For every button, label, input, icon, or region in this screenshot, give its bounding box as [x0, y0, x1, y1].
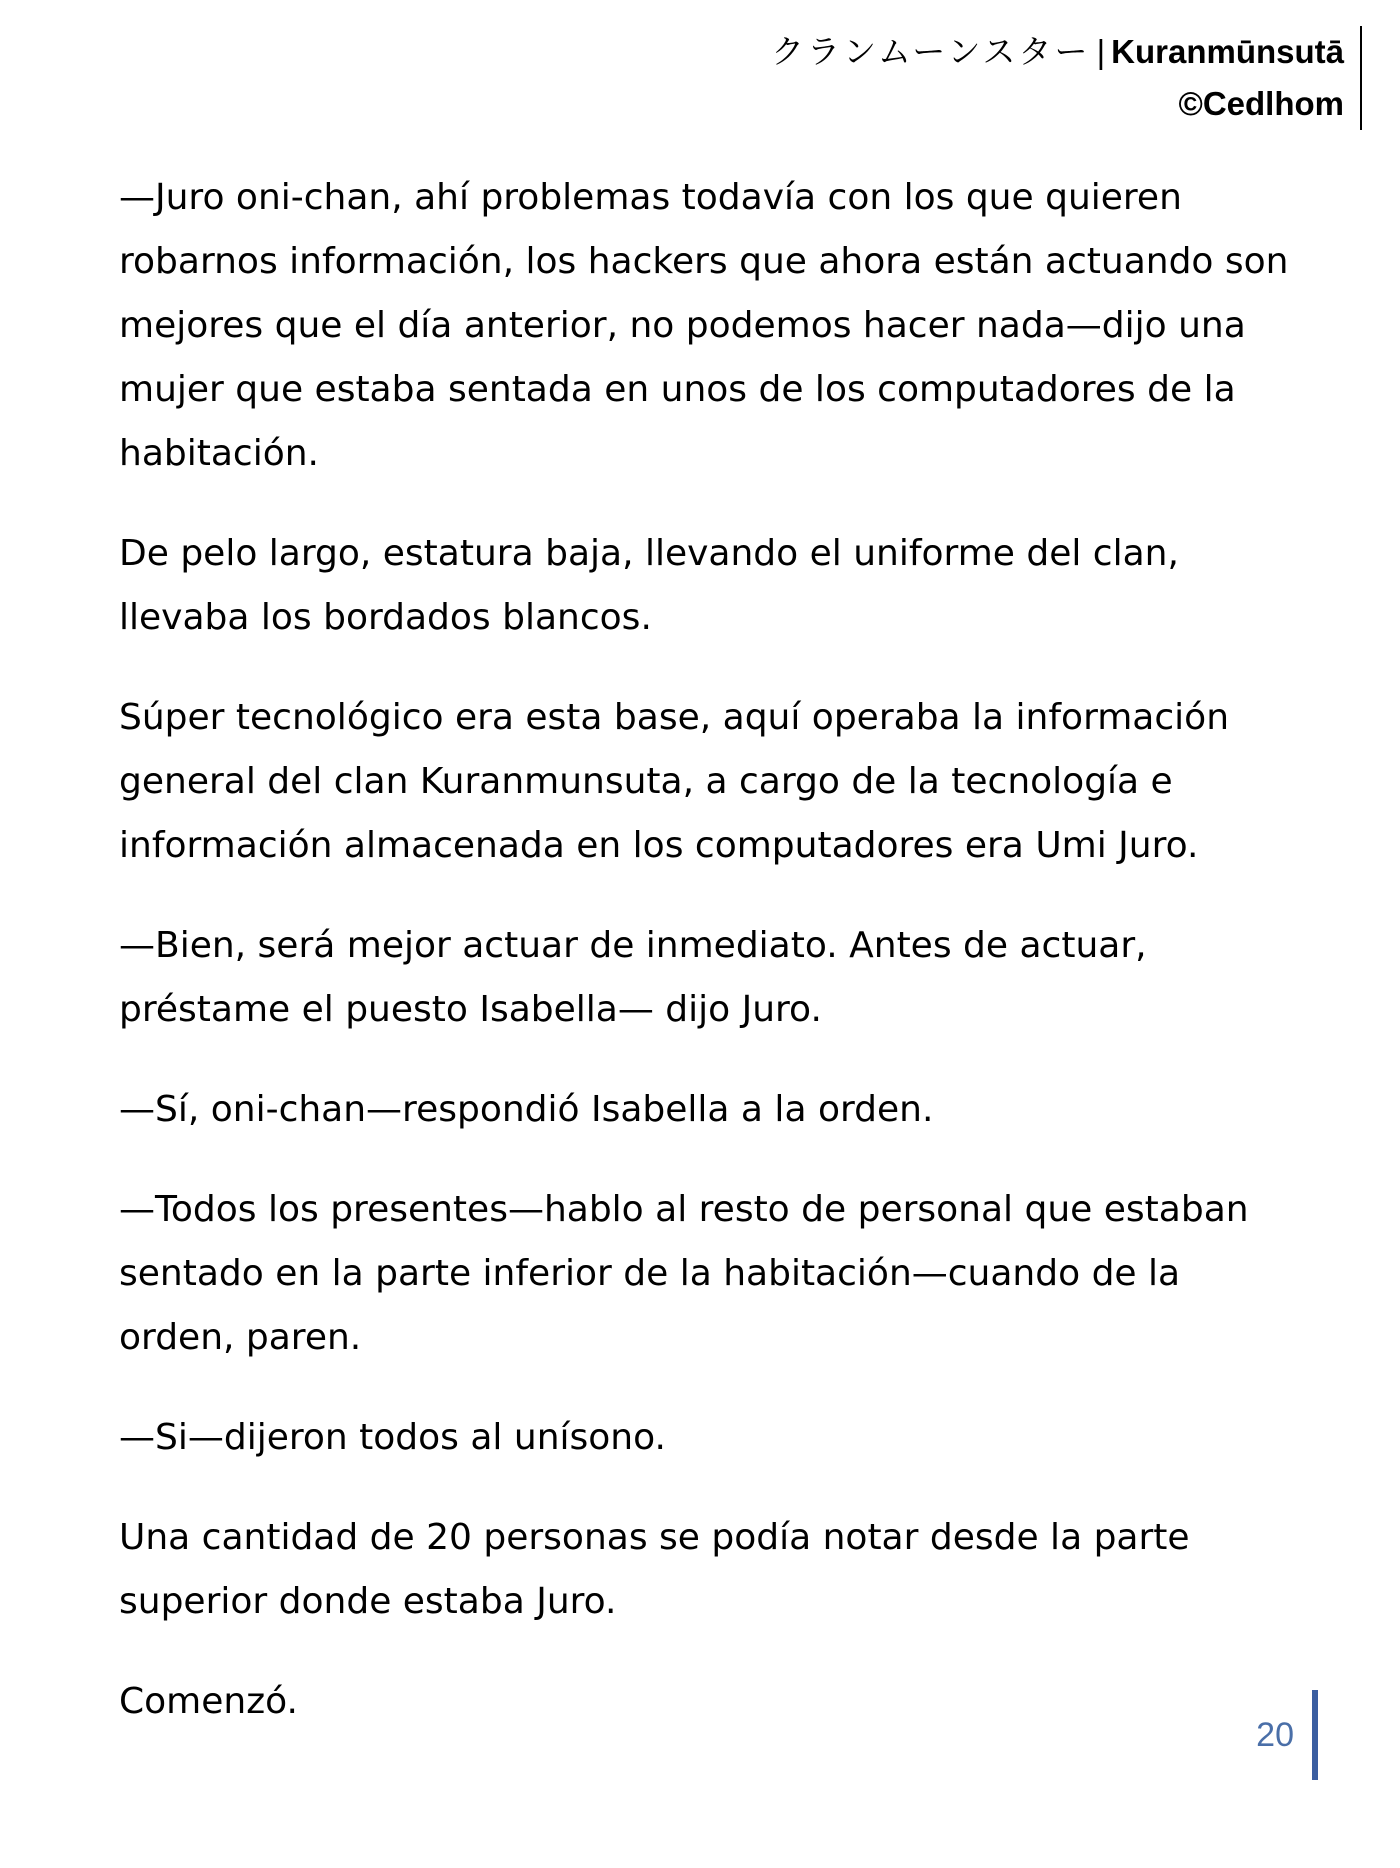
page-footer — [1256, 1690, 1318, 1780]
paragraph-8: Una cantidad de 20 personas se podía notar desde la parte superior donde estaba Juro. — [119, 1517, 1190, 1622]
page-body — [119, 166, 1289, 1770]
paragraph-5: —Sí, oni-chan—respondió Isabella a la orden. — [119, 1089, 934, 1130]
header-copyright-line — [771, 78, 1344, 130]
paragraph-3: Súper tecnológico era esta base, aquí operaba la información general del clan Kuranmunsuta, a cargo de la tecnología e información almacenada en los computadores era Umi Juro. — [119, 697, 1230, 866]
paragraph-9: Comenzó. — [119, 1681, 298, 1722]
header-copyright: ©Cedlhom — [1178, 85, 1344, 122]
header-separator: | — [1096, 33, 1106, 70]
header-japanese-title: クランムーンスター — [771, 32, 1091, 71]
header-romanized-title: Kuranmūnsutā — [1111, 33, 1344, 70]
header-title-line — [771, 26, 1344, 78]
paragraph-4: —Bien, será mejor actuar de inmediato. Antes de actuar, préstame el puesto Isabella— dijo Juro. — [119, 925, 1147, 1030]
footer-accent-bar — [1312, 1690, 1318, 1780]
paragraph-2: De pelo largo, estatura baja, llevando el uniforme del clan, llevaba los bordados blancos. — [119, 533, 1179, 638]
paragraph-1: —Juro oni-chan, ahí problemas todavía con los que quieren robarnos información, los hackers que ahora están actuando son mejores que el día anterior, no podemos hacer nada—dijo una mujer que estaba sentada en unos de los computadores de la habitación. — [119, 177, 1289, 474]
paragraph-7: —Si—dijeron todos al unísono. — [119, 1417, 666, 1458]
paragraph-6: —Todos los presentes—hablo al resto de personal que estaban sentado en la parte inferior de la habitación—cuando de la orden, paren. — [119, 1189, 1249, 1358]
page-header — [771, 26, 1362, 130]
page-number: 20 — [1256, 1715, 1294, 1754]
